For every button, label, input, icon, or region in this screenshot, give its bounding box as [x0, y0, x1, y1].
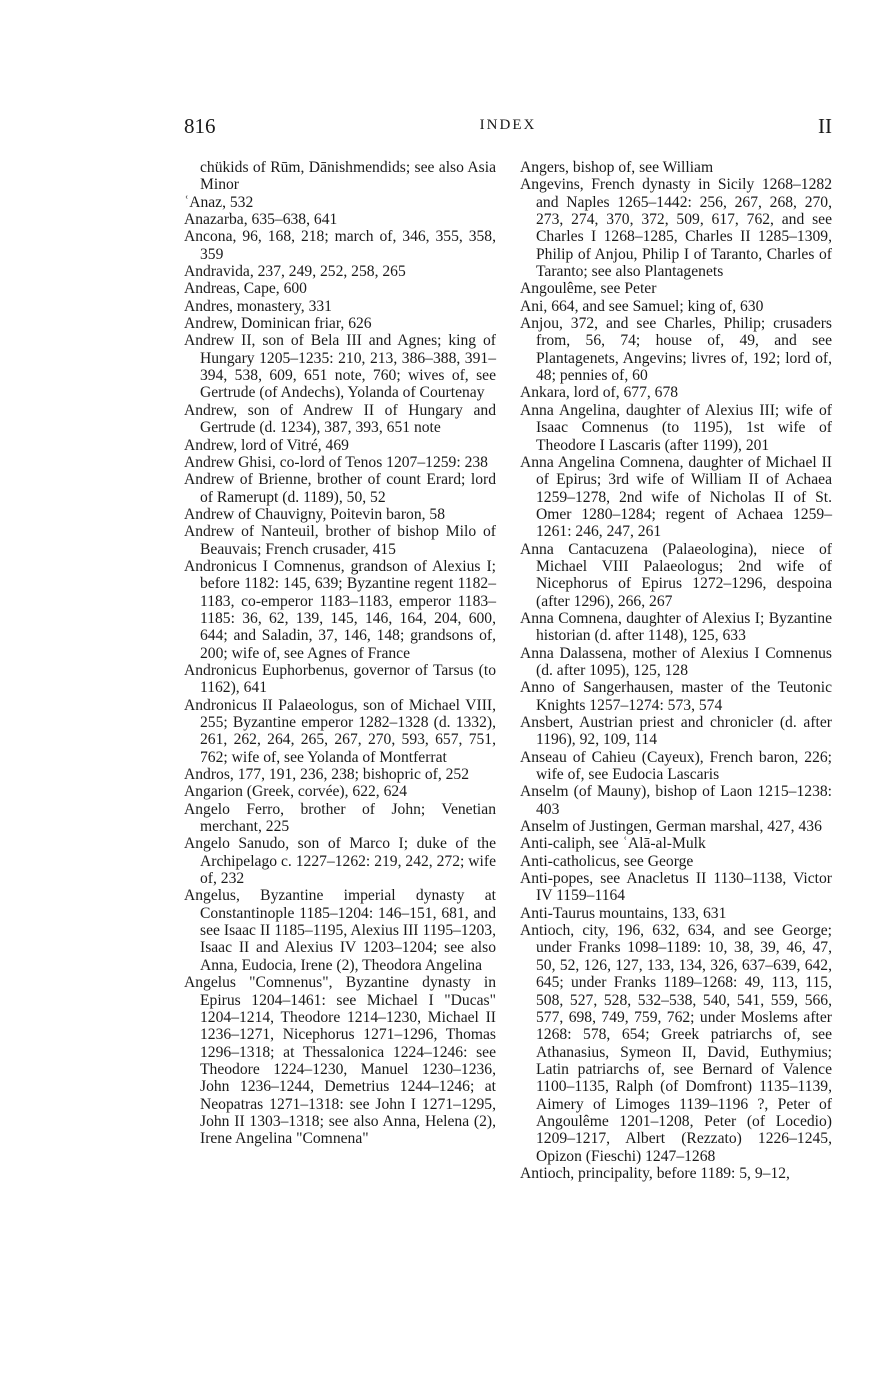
index-entry: Anti-catholicus, see George — [520, 852, 694, 870]
index-entry: Ansbert, Austrian priest and chronicler (d. after 1196), 92, 109, 114 — [520, 714, 832, 749]
index-entry: Andrew II, son of Bela III and Agnes; king of Hungary 1205–1235: 210, 213, 386–388, 391–394, 538, 609, 651 note, 760; wives of, see Gertrude (of Andechs), Yolanda of Courtenay — [184, 332, 496, 402]
index-entry: Andros, 177, 191, 236, 238; bishopric of, 252 — [184, 766, 470, 784]
index-entry: Anna Comnena, daughter of Alexius I; Byzantine historian (d. after 1148), 125, 633 — [520, 609, 832, 645]
index-entry: Anazarba, 635–638, 641 — [184, 211, 338, 229]
index-entry: Andrew of Chauvigny, Poitevin baron, 58 — [184, 505, 446, 523]
index-entry: Ankara, lord of, 677, 678 — [520, 384, 679, 402]
index-entry: Angers, bishop of, see William — [520, 159, 714, 176]
index-entry: Angevins, French dynasty in Sicily 1268–1282 and Naples 1265–1442: 256, 267, 268, 270, 273, 274, 370, 372, 509, 617, 762, and see Charles I 1268–1285, Charles II 1285–1309, Philip of Anjou, Philip I of Taranto, Charles of Taranto; see also Plantagenets — [520, 176, 832, 281]
index-entry: Antioch, principality, before 1189: 5, 9–12, — [520, 1164, 790, 1182]
index-entry: Andres, monastery, 331 — [184, 297, 332, 315]
index-entry: Anno of Sangerhausen, master of the Teutonic Knights 1257–1274: 573, 574 — [520, 679, 832, 714]
index-entry: Anjou, 372, and see Charles, Philip; crusaders from, 56, 74; house of, 49, and see Plantagenets, Angevins; livres of, 192; lord of, 48; pennies of, 60 — [520, 315, 832, 385]
volume-number: II — [818, 114, 832, 138]
index-entry: Andronicus Euphorbenus, governor of Tarsus (to 1162), 641 — [184, 661, 496, 697]
index-entry: Andrew, lord of Vitré, 469 — [184, 436, 349, 454]
index-entry: Anselm of Justingen, German marshal, 427, 436 — [520, 818, 822, 836]
index-entry: Anselm (of Mauny), bishop of Laon 1215–1238: 403 — [520, 783, 832, 818]
index-entry: Andrew, son of Andrew II of Hungary and Gertrude (d. 1234), 387, 393, 651 note — [184, 401, 496, 437]
page-header — [184, 114, 832, 142]
index-entry: Ancona, 96, 168, 218; march of, 346, 355, 358, 359 — [184, 228, 496, 263]
index-entry: Andravida, 237, 249, 252, 258, 265 — [184, 263, 406, 281]
running-head: INDEX — [479, 117, 537, 133]
index-entry: Angelus "Comnenus", Byzantine dynasty in Epirus 1204–1461: see Michael I "Ducas" 1204–1214, Theodore 1214–1230, Michael II 1236–1271, Nicephorus 1271–1296, Thomas 1296–1318; at Thessalonica 1224–1246: see Theodore 1224–1230, Manuel 1230–1236, John 1236–1244, Demetrius 1244–1246; at Neopatras 1271–1318: see John I 1271–1295, John II 1303–1318; see also Anna, Helena (2), Irene Angelina "Comnena" — [184, 974, 496, 1148]
index-entry: Angelo Ferro, brother of John; Venetian merchant, 225 — [184, 800, 496, 836]
index-entry: Andronicus I Comnenus, grandson of Alexius I; before 1182: 145, 639; Byzantine regent 1182–1183, co-emperor 1183–1183, emperor 1183–1185: 36, 62, 139, 145, 146, 164, 204, 600, 644; and Saladin, 37, 146, 148; grandsons of, 200; wife of, see Agnes of France — [184, 557, 496, 662]
index-entry: Andrew, Dominican friar, 626 — [184, 315, 372, 333]
index-entry: Andrew Ghisi, co-lord of Tenos 1207–1259: 238 — [184, 453, 488, 471]
index-entry: Andrew of Brienne, brother of count Erard; lord of Ramerupt (d. 1189), 50, 52 — [184, 471, 496, 506]
index-column-right — [520, 159, 832, 1182]
page-number: 816 — [184, 114, 216, 138]
index-entry: chükids of Rūm, Dānishmendids; see also Asia Minor — [200, 159, 496, 194]
index-column-left — [184, 159, 496, 1148]
index-entry: Andronicus II Palaeologus, son of Michael VIII, 255; Byzantine emperor 1282–1328 (d. 1332), 261, 262, 264, 265, 267, 270, 593, 657, 751, 762; wife of, see Yolanda of Montferrat — [184, 696, 496, 766]
index-entry: Andrew of Nanteuil, brother of bishop Milo of Beauvais; French crusader, 415 — [184, 523, 496, 558]
index-entry: Angarion (Greek, corvée), 622, 624 — [184, 783, 407, 801]
index-entry: Antioch, city, 196, 632, 634, and see George; under Franks 1098–1189: 10, 38, 39, 46, 47, 50, 52, 126, 127, 133, 134, 326, 637–639, 642, 645; under Franks 1189–1268: 49, 113, 115, 508, 527, 528, 532–538, 540, 541, 559, 566, 577, 698, 749, 759, 762; under Moslems after 1268: 578, 654; Greek patriarchs of, see Athanasius, Symeon II, David, Euthymius; Latin patriarchs of, see Bernard of Valence 1100–1135, Ralph (of Domfront) 1135–1139, Aimery of Limoges 1139–1196 ?, Peter of Angoulême 1201–1208, Peter (of Locedio) 1209–1217, Albert (Rezzato) 1226–1245, Opizon (Fieschi) 1247–1268 — [520, 922, 832, 1165]
index-entry: Anna Angelina Comnena, daughter of Michael II of Epirus; 3rd wife of William II of Achaea 1259–1278, 2nd wife of Nicholas II of St. Omer 1280–1284; regent of Achaea 1259–1261: 246, 247, 261 — [520, 453, 832, 541]
index-entry: Anna Dalassena, mother of Alexius I Comnenus (d. after 1095), 125, 128 — [520, 644, 832, 679]
index-entry: Angelo Sanudo, son of Marco I; duke of the Archipelago c. 1227–1262: 219, 242, 272; wife of, 232 — [184, 835, 496, 888]
index-entry: Angoulême, see Peter — [520, 280, 657, 298]
index-entry: Anseau of Cahieu (Cayeux), French baron, 226; wife of, see Eudocia Lascaris — [520, 748, 832, 784]
index-entry: Andreas, Cape, 600 — [184, 280, 307, 298]
index-entry: Angelus, Byzantine imperial dynasty at Constantinople 1185–1204: 146–151, 681, and see Isaac II 1185–1195, Alexius III 1195–1203, Isaac II and Alexius IV 1203–1204; see also Anna, Eudocia, Irene (2), Theodora Angelina — [184, 887, 496, 974]
index-entry: Ani, 664, and see Samuel; king of, 630 — [520, 297, 764, 315]
index-entry: Anti-popes, see Anacletus II 1130–1138, Victor IV 1159–1164 — [520, 870, 832, 905]
index-entry: Anti-Taurus mountains, 133, 631 — [520, 904, 727, 922]
index-entry: Anna Cantacuzena (Palaeologina), niece of Michael VIII Palaeologus; 2nd wife of Nicephorus of Epirus 1272–1296, despoina (after 1296), 266, 267 — [520, 540, 832, 610]
index-entry: Anti-caliph, see ʿAlā-al-Mulk — [520, 835, 706, 853]
index-entry: ʿAnaz, 532 — [184, 193, 254, 211]
index-entry: Anna Angelina, daughter of Alexius III; wife of Isaac Comnenus (to 1195), 1st wife of Theodore I Lascaris (after 1199), 201 — [520, 401, 832, 454]
